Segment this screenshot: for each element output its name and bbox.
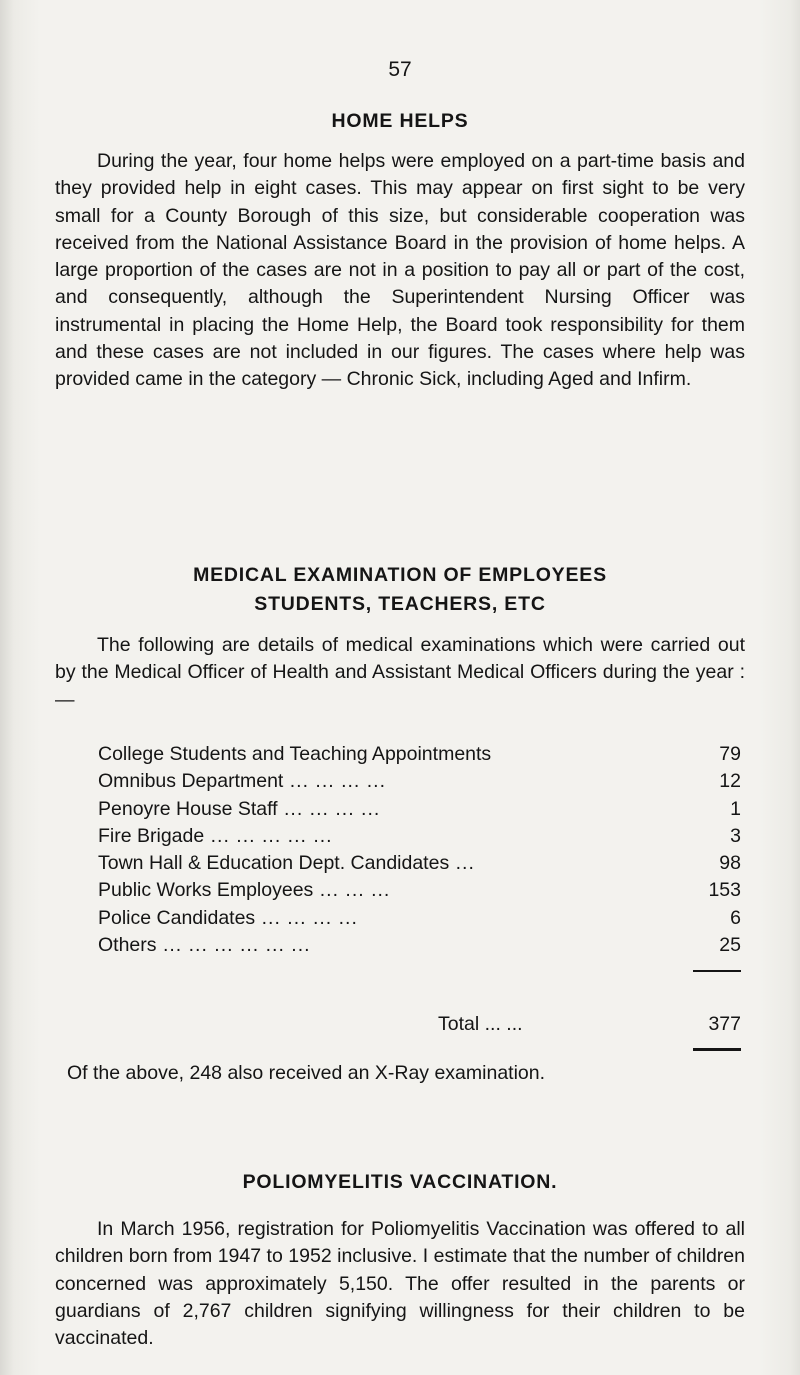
exam-row-label: Public Works Employees <box>98 879 314 902</box>
exam-row-value: 1 <box>730 797 741 820</box>
polio-paragraph: In March 1956, registration for Poliomyelitis Vaccination was offered to all children born from 1947 to 1952 inclusive. I estimate that the number of children concerned was approximately 5,150. The offer resulted in the parents or guardians of 2,767 children signifying willingness for their children to be vaccinated. <box>55 1218 745 1350</box>
polio-heading: POLIOMYELITIS VACCINATION. <box>242 1171 558 1193</box>
total-value: 377 <box>708 1013 741 1035</box>
leader-dots: ... ... ... <box>313 879 391 902</box>
page-number: 57 <box>388 58 412 81</box>
medical-examination-intro: The following are details of medical examinations which were carried out by the Medical Officer of Health and Assistant Medical Officers during the year :— <box>55 634 745 711</box>
exam-row-value: 6 <box>730 906 741 929</box>
exam-row <box>98 877 741 904</box>
exam-row-label: Omnibus Department <box>98 770 284 793</box>
total-row <box>380 1011 741 1038</box>
leader-dots: ... ... ... ... <box>255 906 358 929</box>
exam-row-label: Police Candidates <box>98 906 256 929</box>
exam-row <box>98 932 741 959</box>
exam-row <box>98 823 741 850</box>
xray-note: Of the above, 248 also received an X-Ray examination. <box>67 1062 546 1084</box>
exam-row-value: 98 <box>719 852 741 875</box>
leader-dots: ... ... ... ... ... ... <box>156 934 311 957</box>
examination-list <box>98 741 741 959</box>
exam-row-label: Fire Brigade <box>98 824 205 847</box>
total-label: Total <box>438 1013 480 1035</box>
total-top-rule <box>693 970 741 972</box>
leader-dots: ... ... <box>479 1013 523 1035</box>
exam-row-label: Others <box>98 934 157 957</box>
exam-row-value: 12 <box>719 770 741 793</box>
leader-dots: ... <box>449 852 475 875</box>
leader-dots: ... ... ... ... ... <box>204 824 333 847</box>
leader-dots: ... ... ... ... <box>283 770 387 793</box>
exam-row-value: 79 <box>719 743 741 765</box>
exam-row <box>98 796 741 823</box>
exam-row <box>98 741 741 768</box>
exam-row <box>98 768 741 795</box>
leader-dots: ... ... ... ... <box>277 797 381 820</box>
medical-examination-heading-line1: MEDICAL EXAMINATION OF EMPLOYEES <box>193 564 607 586</box>
exam-row-value: 25 <box>719 934 741 957</box>
exam-row-value: 3 <box>730 824 741 847</box>
exam-row <box>98 905 741 932</box>
exam-row <box>98 850 741 877</box>
home-helps-heading: HOME HELPS <box>331 110 469 132</box>
exam-row-label: College Students and Teaching Appointments <box>98 743 492 765</box>
exam-row-label: Penoyre House Staff <box>98 797 278 820</box>
exam-row-label: Town Hall & Education Dept. Candidates <box>98 852 450 875</box>
home-helps-paragraph: During the year, four home helps were employed on a part-time basis and they provided help in eight cases. This may appear on first sight to be very small for a County Borough of this size, but considerable cooperation was received from the National Assistance Board in the provision of home helps. A large proportion of the cases are not in a position to pay all or part of the cost, and consequently, although the Superintendent Nursing Officer was instrumental in placing the Home Help, the Board took responsibility for them and these cases are not included in our figures. The cases where help was provided came in the category — Chronic Sick, including Aged and Infirm. <box>55 150 745 391</box>
exam-row-value: 153 <box>708 879 741 902</box>
total-bottom-rule <box>693 1048 741 1051</box>
medical-examination-heading-line2: STUDENTS, TEACHERS, ETC <box>254 593 546 615</box>
